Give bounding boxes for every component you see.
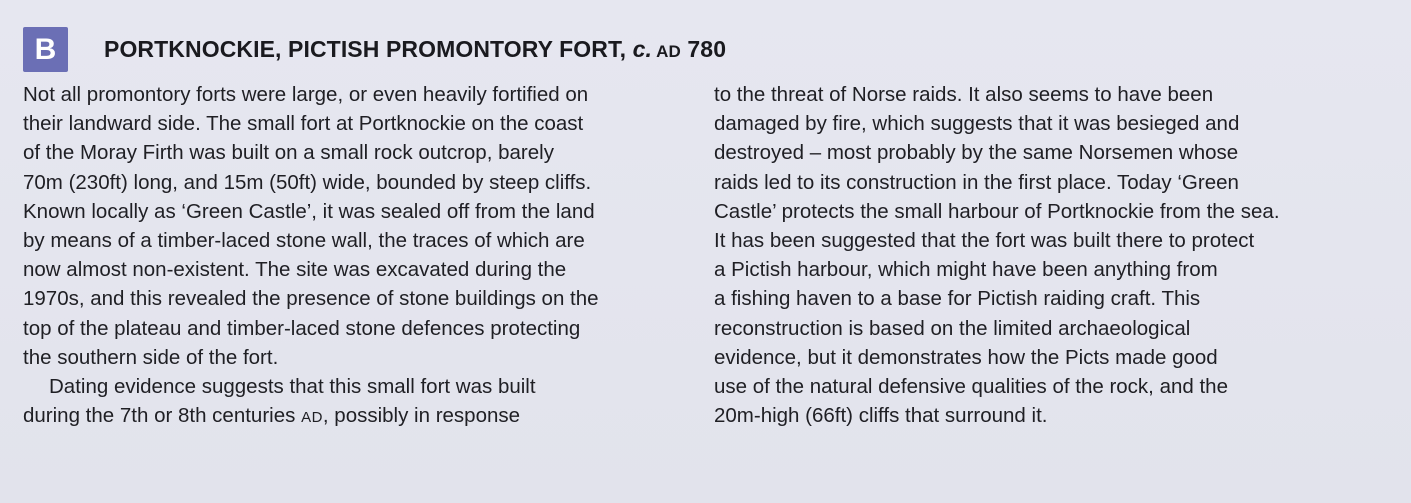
era-abbreviation: AD [301, 409, 323, 427]
text-line: raids led to its construction in the first place. Today ‘Green [714, 170, 1239, 194]
text-line: Not all promontory forts were large, or even heavily fortified on [23, 83, 589, 106]
text-line: Known locally as ‘Green Castle’, it was sealed off from the land [23, 199, 595, 223]
text-line: damaged by fire, which suggests that it was besieged and [714, 112, 1240, 136]
text-line: now almost non-existent. The site was excavated during the [23, 258, 567, 282]
text-line: evidence, but it demonstrates how the Picts made good [714, 345, 1218, 369]
text-line: to the threat of Norse raids. It also seems to have been [714, 83, 1214, 106]
text-line: a Pictish harbour, which might have been anything from [714, 258, 1218, 282]
text-line: 1970s, and this revealed the presence of stone buildings on the [23, 287, 599, 311]
text-line: Castle’ protects the small harbour of Portknockie from the sea. [714, 199, 1280, 223]
text-line: 70m (230ft) long, and 15m (50ft) wide, bounded by steep cliffs. [23, 170, 592, 194]
left-column-text [23, 80, 703, 430]
text-fragment: , possibly in response [322, 404, 521, 428]
right-column-text [714, 80, 1374, 430]
paragraph-start-line: Dating evidence suggests that this small fort was built [49, 374, 536, 398]
title-era: AD [651, 42, 681, 61]
title-main: PORTKNOCKIE, PICTISH PROMONTORY FORT, [104, 36, 633, 62]
section-badge: B [23, 27, 68, 72]
text-line: of the Moray Firth was built on a small rock outcrop, barely [23, 141, 554, 165]
text-line: top of the plateau and timber-laced stone defences protecting [23, 316, 581, 340]
text-line: destroyed – most probably by the same Norsemen whose [714, 141, 1239, 165]
text-line: the southern side of the fort. [23, 345, 279, 369]
text-line: a fishing haven to a base for Pictish raiding craft. This [714, 287, 1201, 311]
text-line: their landward side. The small fort at Portknockie on the coast [23, 112, 584, 136]
caption-title [104, 36, 726, 63]
title-circa: c. [632, 36, 652, 62]
text-line: 20m-high (66ft) cliffs that surround it. [714, 404, 1048, 428]
text-fragment: during the 7th or 8th centuries [23, 404, 302, 428]
text-line: It has been suggested that the fort was built there to protect [714, 228, 1255, 252]
title-year: 780 [680, 36, 727, 62]
text-line: by means of a timber-laced stone wall, the traces of which are [23, 228, 585, 252]
text-line: use of the natural defensive qualities of the rock, and the [714, 374, 1228, 398]
text-line: reconstruction is based on the limited archaeological [714, 316, 1191, 340]
text-line [23, 401, 703, 430]
